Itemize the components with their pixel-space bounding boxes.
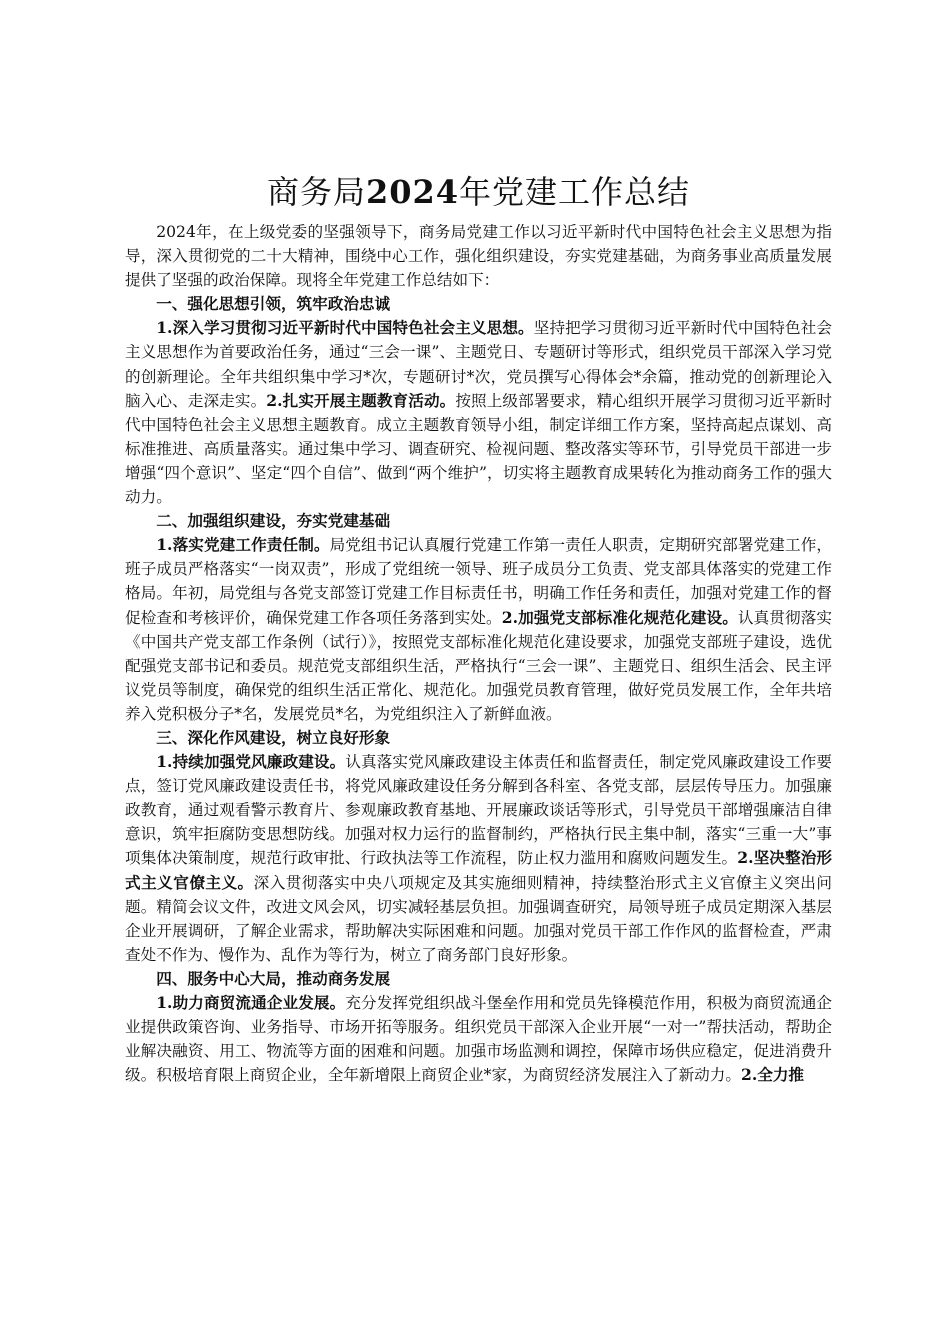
section-heading: 二、加强组织建设，夯实党建基础 xyxy=(156,511,391,531)
item-lead: 2.全力推 xyxy=(740,1065,805,1085)
item-lead: 1.助力商贸流通企业发展。 xyxy=(156,993,346,1012)
item-body: 认真落实党风廉政建设主体责任和监督责任，制定党风廉政建设工作要点，签订党风廉政建设责任书，将党风廉政建设任务分解到各科室、各党支部，层层传导压力。加强廉政教育，通过观看警示教育片、参观廉政教育基地、开展廉政谈话等形式，引导党员干部增强廉洁自律意识，筑牢拒腐防变思想防线。加强对权力运行的监督制约，严格执行民主集中制，落实“三重一大”事项集体决策制度，规范行政审批、行政执法等工作流程，防止权力滥用和腐败问题发生。 xyxy=(125,753,832,868)
section-paragraph xyxy=(125,991,832,1087)
item-body: 充分发挥党组织战斗堡垒作用和党员先锋模范作用，积极为商贸流通企业提供政策咨询、业务指导、市场开拓等服务。组织党员干部深入企业开展“一对一”帮扶活动，帮助企业解决融资、用工、物流等方面的困难和问题。加强市场监测和调控，保障市场供应稳定，促进消费升级。积极培育限上商贸企业，全年新增限上商贸企业*家，为商贸经济发展注入了新动力。 xyxy=(125,994,832,1085)
title-prefix: 商务局 xyxy=(266,173,366,211)
item-lead: 1.落实党建工作责任制。 xyxy=(156,535,330,555)
item-body: 深入贯彻落实中央八项规定及其实施细则精神，持续整治形式主义官僚主义突出问题。精简会议文件，改进文风会风，切实减轻基层负担。加强调查研究，局领导班子成员定期深入基层企业开展调研，了解企业需求，帮助解决实际困难和问题。加强对党员干部工作作风的监督检查，严肃查处不作为、慢作为、乱作为等行为，树立了商务部门良好形象。 xyxy=(125,873,832,964)
intro-paragraph: 2024年，在上级党委的坚强领导下，商务局党建工作以习近平新时代中国特色社会主义思想为指导，深入贯彻党的二十大精神，围绕中心工作，强化组织建设，夯实党建基础，为商务事业高质量发展提供了坚强的政治保障。现将全年党建工作总结如下： xyxy=(125,223,832,290)
title-suffix: 年党建工作总结 xyxy=(459,173,691,211)
section-paragraph xyxy=(125,533,832,726)
section-paragraph xyxy=(125,316,832,509)
section-heading: 四、服务中心大局，推动商务发展 xyxy=(156,968,391,988)
item-body: 认真贯彻落实《中国共产党支部工作条例（试行）》，按照党支部标准化规范化建设要求，加强党支部班子建设，选优配强党支部书记和委员。规范党支部组织生活，严格执行“三会一课”、主题党日、组织生活会、民主评议党员等制度，确保党的组织生活正常化、规范化。加强党员教育管理，做好党员发展工作，全年共培养入党积极分子*名，发展党员*名，为党组织注入了新鲜血液。 xyxy=(125,608,832,723)
section-heading: 一、强化思想引领，筑牢政治忠诚 xyxy=(156,294,391,314)
item-lead: 2.坚决整治形式主义官僚主义。 xyxy=(125,848,832,892)
section-paragraph xyxy=(125,750,832,967)
item-body: 局党组书记认真履行党建工作第一责任人职责，定期研究部署党建工作，班子成员严格落实“一岗双责”，形成了党组统一领导、班子成员分工负责、党支部具体落实的党建工作格局。年初，局党组与各党支部签订党建工作目标责任书，明确工作任务和责任，加强对党建工作的督促检查和考核评价，确保党建工作各项任务落到实处。 xyxy=(125,536,832,627)
item-lead: 1.深入学习贯彻习近平新时代中国特色社会主义思想。 xyxy=(156,318,534,338)
item-lead: 1.持续加强党风廉政建设。 xyxy=(156,752,346,772)
item-lead: 2.扎实开展主题教育活动。 xyxy=(266,390,456,410)
item-body: 坚持把学习贯彻习近平新时代中国特色社会主义思想作为首要政治任务，通过“三会一课”、主题党日、专题研讨等形式，组织党员干部深入学习党的创新理论。全年共组织集中学习*次，专题研讨*次，党员撰写心得体会*余篇，推动党的创新理论入脑入心、走深走实。 xyxy=(125,319,832,410)
title-year: 2024 xyxy=(365,173,460,211)
section-heading: 三、深化作风建设，树立良好形象 xyxy=(156,727,391,747)
item-body: 按照上级部署要求，精心组织开展学习贯彻习近平新时代中国特色社会主义思想主题教育。成立主题教育领导小组，制定详细工作方案，坚持高起点谋划、高标准推进、高质量落实。通过集中学习、调查研究、检视问题、整改落实等环节，引导党员干部进一步增强“四个意识”、坚定“四个自信”、做到“两个维护”，切实将主题教育成果转化为推动商务工作的强大动力。 xyxy=(125,391,832,507)
document-title xyxy=(125,170,832,214)
item-lead: 2.加强党支部标准化规范化建设。 xyxy=(501,607,738,627)
